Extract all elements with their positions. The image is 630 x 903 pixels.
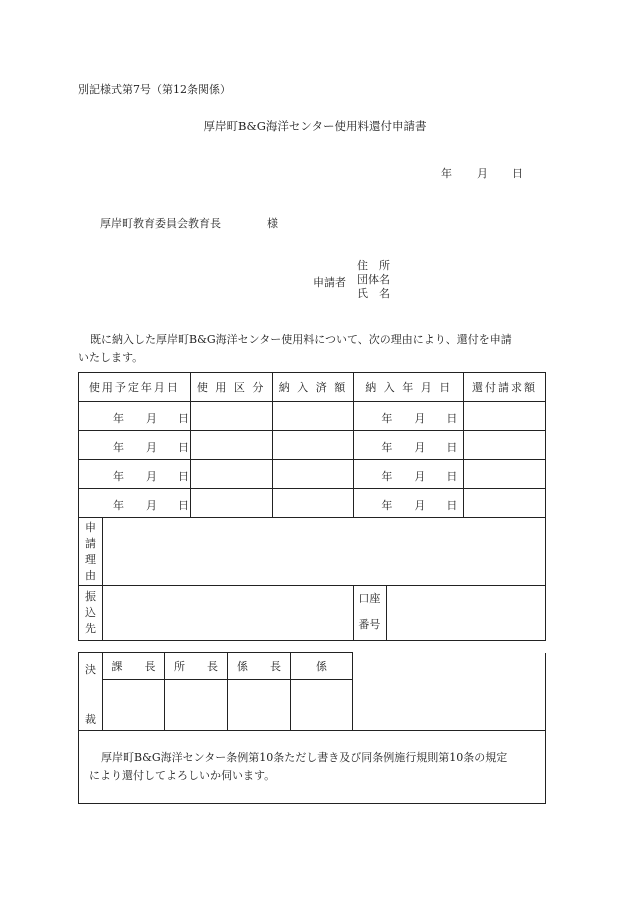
paid-amount-cell[interactable] [272,431,354,460]
approval-label-char: 裁 [85,713,96,726]
transfer-label-char: 振 [84,590,96,603]
month-label: 月 [414,499,426,512]
date-month-label: 月 [477,167,488,180]
year-label: 年 [381,499,393,512]
account-label-line: 番号 [358,618,381,631]
reason-label-char: 申 [84,520,96,534]
year-label: 年 [113,470,124,483]
stamp-box[interactable] [103,680,165,731]
reason-label-char: 由 [84,568,96,582]
refund-table [78,372,546,641]
table-row [79,431,546,460]
year-label: 年 [113,441,124,454]
stamp-box[interactable] [291,680,353,731]
year-label: 年 [381,470,393,483]
use-date-cell[interactable] [79,489,191,518]
use-date-cell[interactable] [79,431,191,460]
month-label: 月 [146,470,157,483]
year-label: 年 [113,499,124,512]
date-day-label: 日 [512,167,523,180]
recipient-name: 厚岸町教育委員会教育長 [100,217,221,230]
day-label: 日 [446,470,458,483]
day-label: 日 [178,499,189,512]
month-label: 月 [414,441,426,454]
use-date-cell[interactable] [79,402,191,431]
transfer-label [79,586,103,641]
month-label: 月 [146,499,157,512]
account-number-field[interactable] [387,586,545,640]
header-use-category: 使 用 区 分 [190,373,272,402]
year-label: 年 [113,412,124,425]
header-payment-date: 納 入 年 月 日 [354,373,464,402]
use-category-cell[interactable] [190,489,272,518]
day-label: 日 [446,412,458,425]
approval-label-char: 決 [85,663,96,676]
header-paid-amount: 納 入 済 額 [272,373,354,402]
role-section-chief: 課 長 [103,653,165,680]
applicant-fields [357,259,390,301]
payment-date-cell[interactable] [354,460,464,489]
paid-amount-cell[interactable] [272,489,354,518]
date-year-label: 年 [441,167,452,180]
table-header [79,373,546,402]
intro-line-1: 既に納入した厚岸町B&G海洋センター使用料について、次の理由により、還付を申請 [90,333,512,346]
approval-blank [353,653,546,731]
header-refund-amount: 還付請求額 [464,373,546,402]
table-row [79,460,546,489]
form-number: 別記様式第7号（第12条関係） [78,83,231,96]
payment-date-cell[interactable] [354,431,464,460]
refund-amount-cell[interactable] [464,460,546,489]
recipient [100,215,278,231]
account-number-cell [354,586,546,641]
month-label: 月 [414,470,426,483]
approval-note-row [79,731,546,804]
month-label: 月 [414,412,426,425]
year-label: 年 [381,412,393,425]
stamp-box[interactable] [165,680,228,731]
approval-note-line-1: 厚岸町B&G海洋センター条例第10条ただし書き及び同条例施行規則第10条の規定 [101,751,508,764]
applicant-label: 申請者 [313,276,346,289]
day-label: 日 [446,499,458,512]
refund-amount-cell[interactable] [464,489,546,518]
intro-line-2: いたします。 [78,351,144,364]
reason-label-char: 理 [84,552,96,566]
day-label: 日 [178,470,189,483]
transfer-label-char: 先 [84,622,96,635]
stamp-box[interactable] [228,680,291,731]
role-staff: 係 [291,653,353,680]
recipient-honorific: 様 [267,217,278,230]
reason-label [79,518,103,586]
paid-amount-cell[interactable] [272,402,354,431]
day-label: 日 [178,441,189,454]
applicant-address-label: 住 所 [357,259,390,272]
reason-label-char: 請 [84,536,96,550]
refund-amount-cell[interactable] [464,402,546,431]
approval-table [78,652,546,804]
payment-date-cell[interactable] [354,489,464,518]
intro-text [78,331,550,367]
approval-header [79,653,546,680]
account-label [354,586,387,640]
year-label: 年 [381,441,393,454]
use-category-cell[interactable] [190,402,272,431]
month-label: 月 [146,441,157,454]
transfer-row [79,586,546,641]
applicant-organization-label: 団体名 [357,273,390,286]
payment-date-cell[interactable] [354,402,464,431]
approval-note [79,731,546,804]
day-label: 日 [178,412,189,425]
applicant-name-label: 氏 名 [357,287,390,300]
table-row [79,489,546,518]
role-subsection-chief: 係 長 [228,653,291,680]
header-use-date: 使用予定年月日 [79,373,191,402]
table-row [79,402,546,431]
use-category-cell[interactable] [190,431,272,460]
use-category-cell[interactable] [190,460,272,489]
approval-label [79,653,103,731]
refund-amount-cell[interactable] [464,431,546,460]
paid-amount-cell[interactable] [272,460,354,489]
day-label: 日 [446,441,458,454]
month-label: 月 [146,412,157,425]
reason-row [79,518,546,586]
approval-note-line-2: により還付してよろしいか伺います。 [89,769,276,782]
transfer-destination-field[interactable] [102,586,353,641]
use-date-cell[interactable] [79,460,191,489]
transfer-label-char: 込 [84,606,96,619]
account-label-line: 口座 [358,592,381,605]
role-director: 所 長 [165,653,228,680]
reason-field[interactable] [102,518,545,586]
page-title: 厚岸町B&G海洋センター使用料還付申請書 [203,119,427,133]
